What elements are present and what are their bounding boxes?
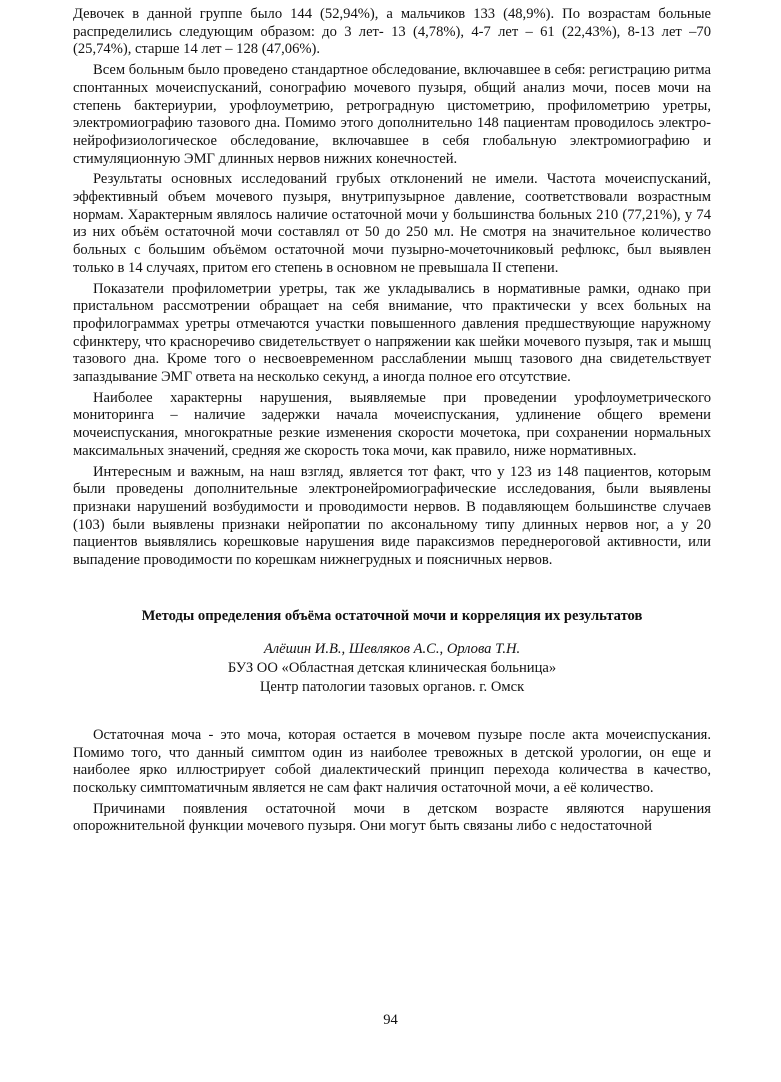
paragraph-results: Результаты основных исследований грубых отклонений не имели. Частота мочеиспусканий, эффективный объем мочевого пузыря, внутрипузырное давление, соответствовали возрастным нормам. Характерным являлось наличие остаточной мочи у большинства больных 210 (77,21%), у 74 из них объём остаточной мочи составлял от 50 до 250 мл. Не смотря на значительное количество больных с большим объёмом остаточной мочи пузырно-мочеточниковый рефлюкс, был выявлен только в 14 случаях, притом его степень в основном не превышала II степени. (73, 171, 711, 276)
article-meta (73, 640, 711, 697)
paragraph-definition: Остаточная моча - это моча, которая остается в мочевом пузыре после акта мочеиспускания. Помимо того, что данный симптом один из наиболее тревожных в детской урологии, он еще и наиболее ярко иллюстрирует собой диалектический принцип перехода количества в качество, поскольку симптоматичным является не сам факт наличия остаточной мочи, а её количество. (73, 726, 711, 796)
paragraph-examination: Всем больным было проведено стандартное обследование, включавшее в себя: регистрацию ритма спонтанных мочеиспусканий, сонографию мочевого пузыря, общий анализ мочи, посев мочи на степень бактериурии, урофлоуметрию, ретроградную цистометрию, профилометрию уретры, электромиографию тазового дна. Помимо этого дополнительно 148 пациентам проводилось электро-нейрофизиологическое обследование, включавшее в себя глобальную электромиографию и стимуляционную ЭМГ длинных нервов нижних конечностей. (73, 62, 711, 167)
paragraph-causes: Причинами появления остаточной мочи в детском возрасте являются нарушения опорожнительной функции мочевого пузыря. Они могут быть связаны либо с недостаточной (73, 800, 711, 835)
page-number: 94 (383, 1012, 398, 1028)
page-content (73, 6, 711, 839)
article-department: Центр патологии тазовых органов. г. Омск (259, 678, 525, 695)
article-authors: Алёшин И.В., Шевляков А.С., Орлова Т.Н. (263, 640, 521, 657)
paragraph-profilometry: Показатели профилометрии уретры, так же укладывались в нормативные рамки, однако при пристальном рассмотрении обращает на себя внимание, что практически у всех больных на профилограммах уретры отмечаются участки повышенного давления предшествующие наружному сфинктеру, что красноречиво свидетельствует о напряжении как шейки мочевого пузыря, так и мышц тазового дна. Кроме того о несвоевременном расслаблении мышц тазового дна свидетельствует запаздывание ЭМГ ответа на несколько секунд, а иногда полное его отсутствие. (73, 280, 711, 386)
article-institution: БУЗ ОО «Областная детская клиническая больница» (227, 659, 557, 676)
article-title: Методы определения объёма остаточной мочи и корреляция их результатов (141, 607, 643, 624)
paragraph-neuromyography: Интересным и важным, на наш взгляд, является тот факт, что у 123 из 148 пациентов, которым были проведены дополнительные электронейромиографические исследования, были выявлены признаки нарушений возбудимости и проводимости нервов. В подавляющем большинстве случаев (103) были выявлены признаки нейропатии по аксональному типу длинных нервов ног, а у 20 пациентов выявлялись корешковые нарушения виде параксизмов переднероговой активности, или выпадение проводимости по корешкам нижнегрудных и поясничных нервов. (73, 463, 711, 569)
paragraph-uroflowmetry: Наиболее характерны нарушения, выявляемые при проведении урофлоуметрического мониторинга – наличие задержки начала мочеиспускания, удлинение общего времени мочеиспускания, многократные резкие изменения скорости мочетока, при сохранении нормальных максимальных значений, средняя же скорость тока мочи, как правило, ниже нормативных. (73, 389, 711, 459)
paragraph-demographics: Девочек в данной группе было 144 (52,94%), а мальчиков 133 (48,9%). По возрастам больные распределились следующим образом: до 3 лет- 13 (4,78%), 4-7 лет – 61 (22,43%), 8-13 лет –70 (25,74%), старше 14 лет – 128 (47,06%). (73, 6, 711, 58)
